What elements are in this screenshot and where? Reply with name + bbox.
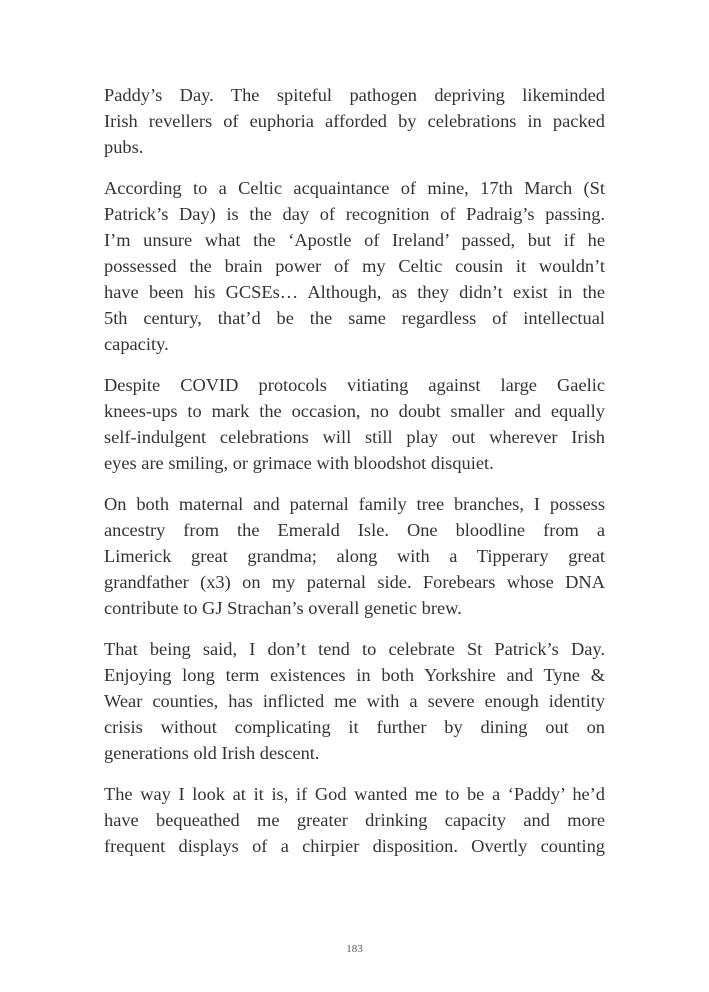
text-line: self-indulgent celebrations will still play out wherever Irish xyxy=(104,427,605,447)
text-line: crisis without complicating it further by dining out on xyxy=(104,717,605,737)
text-line: Patrick’s Day) is the day of recognition of Padraig’s passing. xyxy=(104,204,605,224)
text-line: That being said, I don’t tend to celebrate St Patrick’s Day. xyxy=(104,639,605,659)
text-line: On both maternal and paternal family tree branches, I possess xyxy=(104,494,605,514)
text-line: Irish revellers of euphoria afforded by celebrations in packed xyxy=(104,111,605,131)
text-line: ancestry from the Emerald Isle. One bloodline from a xyxy=(104,520,605,540)
text-line: capacity. xyxy=(104,334,169,354)
text-line: Limerick great grandma; along with a Tipperary great xyxy=(104,546,605,566)
page-body xyxy=(104,82,605,874)
paragraph xyxy=(104,82,605,160)
paragraph xyxy=(104,372,605,476)
text-line: possessed the brain power of my Celtic cousin it wouldn’t xyxy=(104,256,605,276)
text-line: contribute to GJ Strachan’s overall genetic brew. xyxy=(104,598,462,618)
text-line: The way I look at it is, if God wanted me to be a ‘Paddy’ he’d xyxy=(104,784,605,804)
text-line: I’m unsure what the ‘Apostle of Ireland’ passed, but if he xyxy=(104,230,605,250)
text-line: grandfather (x3) on my paternal side. Forebears whose DNA xyxy=(104,572,605,592)
text-line: eyes are smiling, or grimace with bloodshot disquiet. xyxy=(104,453,494,473)
text-line: 5th century, that’d be the same regardless of intellectual xyxy=(104,308,605,328)
text-line: According to a Celtic acquaintance of mine, 17th March (St xyxy=(104,178,605,198)
text-line: Wear counties, has inflicted me with a severe enough identity xyxy=(104,691,605,711)
text-line: have bequeathed me greater drinking capacity and more xyxy=(104,810,605,830)
text-line: Enjoying long term existences in both Yorkshire and Tyne & xyxy=(104,665,605,685)
text-line: frequent displays of a chirpier disposition. Overtly counting xyxy=(104,836,605,856)
text-line: Paddy’s Day. The spiteful pathogen depriving likeminded xyxy=(104,85,605,105)
paragraph xyxy=(104,781,605,859)
text-line: generations old Irish descent. xyxy=(104,743,320,763)
page-number: 183 xyxy=(346,943,363,955)
paragraph xyxy=(104,175,605,357)
text-line: Despite COVID protocols vitiating against large Gaelic xyxy=(104,375,605,395)
text-line: knees-ups to mark the occasion, no doubt smaller and equally xyxy=(104,401,605,421)
paragraph xyxy=(104,636,605,766)
text-line: pubs. xyxy=(104,137,144,157)
text-line: have been his GCSEs… Although, as they didn’t exist in the xyxy=(104,282,605,302)
paragraph xyxy=(104,491,605,621)
